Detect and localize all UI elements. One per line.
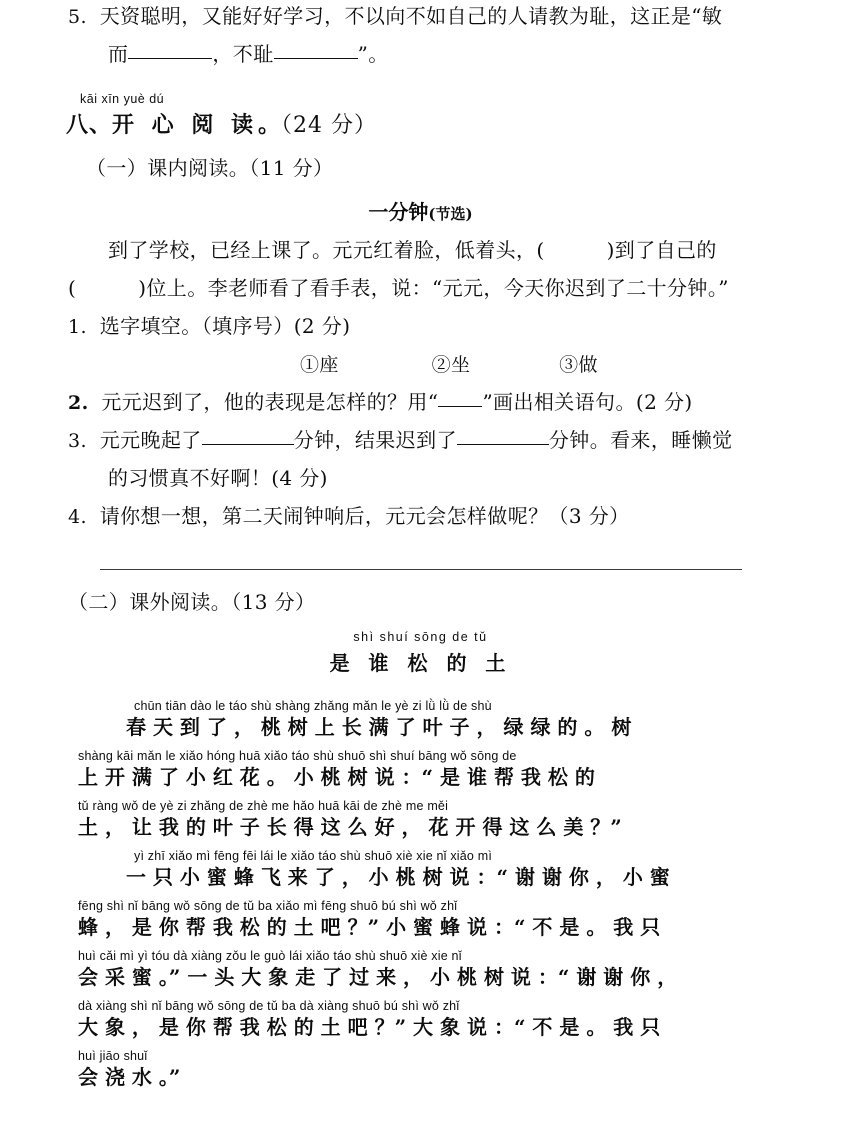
sub-question-1-options bbox=[300, 354, 598, 375]
hanzi-row-1: 春 天 到 了 ， 桃 树 上 长 满 了 叶 子 ， 绿 绿 的 。 树 bbox=[126, 714, 632, 739]
answer-blank-1[interactable] bbox=[128, 58, 212, 59]
pinyin-row-5: fēng shì nǐ bāng wǒ sōng de tǔ ba xiǎo mì fēng shuō bú shì wǒ zhǐ bbox=[78, 899, 458, 913]
sub-question-2-number: 2. bbox=[68, 392, 89, 414]
sub-question-2-text-a: 元元迟到了，他的表现是怎样的？用“ bbox=[101, 390, 439, 414]
part-two-title-block bbox=[0, 630, 841, 676]
answer-blank-4[interactable] bbox=[202, 444, 294, 445]
pinyin-passage-line-2 bbox=[78, 750, 595, 787]
question-5-number: 5. bbox=[68, 6, 87, 28]
pinyin-passage-line-3 bbox=[78, 800, 622, 837]
sub-question-1-text: 选字填空。（填序号）(2 分) bbox=[99, 314, 351, 338]
passage-text-c: ( bbox=[68, 276, 77, 300]
sub-question-2 bbox=[68, 392, 693, 413]
part-one-label: （一）课内阅读。（11 分） bbox=[86, 156, 334, 180]
hanzi-row-3: 土 ， 让 我 的 叶 子 长 得 这 么 好 ， 花 开 得 这 么 美 ？” bbox=[78, 814, 622, 839]
sub-question-3-text-a: 元元晚起了 bbox=[99, 428, 202, 452]
pinyin-row-4: yì zhī xiǎo mì fēng fēi lái le xiǎo táo shù shuō xiè xie nǐ xiǎo mì bbox=[134, 849, 493, 863]
question-5-line-2 bbox=[108, 44, 389, 64]
section-divider bbox=[100, 569, 742, 570]
sub-question-2-text-b: ”画出相关语句。(2 分) bbox=[482, 390, 693, 414]
article-subtitle: (节选) bbox=[428, 205, 473, 223]
pinyin-passage-line-5 bbox=[78, 900, 660, 937]
pinyin-row-2: shàng kāi mǎn le xiǎo hóng huā xiǎo táo shù shuō shì shuí bāng wǒ sōng de bbox=[78, 749, 517, 763]
pinyin-row-1: chūn tiān dào le táo shù shàng zhǎng mǎn le yè zi lǜ lǜ de shù bbox=[134, 699, 492, 713]
question-5-text: 天资聪明，又能好好学习，不以向不如自己的人请教为耻，这正是“敏 bbox=[99, 4, 723, 28]
passage-text-a: 到了学校，已经上课了。元元红着脸，低着头，( bbox=[108, 238, 545, 262]
question-5-text-end: ”。 bbox=[357, 42, 389, 66]
pinyin-passage-line-4 bbox=[78, 850, 670, 887]
option-2[interactable]: ②坐 bbox=[431, 354, 471, 376]
section-8-title-row bbox=[66, 108, 378, 139]
section-8-period: 。 bbox=[258, 112, 282, 138]
sub-question-1 bbox=[68, 316, 350, 337]
hanzi-row-8: 会 浇 水 。” bbox=[78, 1064, 181, 1089]
pinyin-passage-line-6 bbox=[78, 950, 677, 987]
section-8-pinyin: kāi xīn yuè dú bbox=[80, 92, 165, 106]
hanzi-row-6: 会 采 蜜 。” 一 头 大 象 走 了 过 来 ， 小 桃 树 说 ：“ 谢 谢 你 ， bbox=[78, 964, 678, 989]
section-8-points: （24 分） bbox=[281, 113, 378, 138]
part-two-label: （二）课外阅读。（13 分） bbox=[68, 590, 316, 614]
sub-question-1-number: 1. bbox=[68, 316, 87, 338]
passage-text-b: )到了自己的 bbox=[606, 238, 717, 262]
pinyin-passage-line-1 bbox=[78, 700, 631, 737]
pinyin-row-8: huì jiāo shuǐ bbox=[78, 1049, 148, 1063]
sub-question-4-text: 请你想一想，第二天闹钟响后，元元会怎样做呢？（3 分） bbox=[99, 504, 630, 528]
sub-question-3-line-1 bbox=[68, 430, 733, 451]
question-5-text-middle: ，不耻 bbox=[212, 42, 274, 66]
hanzi-row-5: 蜂 ， 是 你 帮 我 松 的 土 吧 ？” 小 蜜 蜂 说 ：“ 不 是 。 我 只 bbox=[78, 914, 661, 939]
passage-line-1 bbox=[108, 240, 717, 260]
sub-question-3-number: 3. bbox=[68, 430, 87, 452]
pinyin-passage-line-8 bbox=[78, 1050, 180, 1087]
sub-question-3-text-c: 分钟。看来，睡懒觉 bbox=[548, 428, 733, 452]
section-8-title: 开 心 阅 读 bbox=[112, 112, 258, 138]
article-title: 一分钟 bbox=[368, 200, 429, 224]
option-1[interactable]: ①座 bbox=[300, 354, 339, 376]
part-two-title-pinyin: shì shuí sōng de tǔ bbox=[353, 630, 488, 644]
sub-question-4-number: 4. bbox=[68, 506, 87, 528]
pinyin-row-3: tǔ ràng wǒ de yè zi zhǎng de zhè me hǎo huā kāi de zhè me měi bbox=[78, 799, 449, 813]
option-3[interactable]: ③做 bbox=[559, 354, 598, 376]
hanzi-row-4: 一 只 小 蜜 蜂 飞 来 了 ， 小 桃 树 说 ：“ 谢 谢 你 ， 小 蜜 bbox=[126, 864, 670, 889]
pinyin-row-7: dà xiàng shì nǐ bāng wǒ sōng de tǔ ba dà xiàng shuō bú shì wǒ zhǐ bbox=[78, 999, 460, 1013]
question-5-line-1 bbox=[68, 6, 722, 27]
pinyin-passage-line-7 bbox=[78, 1000, 660, 1037]
pinyin-row-6: huì cǎi mì yì tóu dà xiàng zǒu le guò lái xiǎo táo shù shuō xiè xie nǐ bbox=[78, 949, 462, 963]
answer-blank-3[interactable] bbox=[438, 406, 482, 407]
section-8-heading bbox=[66, 92, 378, 139]
article-title-row bbox=[0, 196, 841, 225]
sub-question-3-line-2: 的习惯真不好啊！(4 分) bbox=[108, 466, 328, 490]
answer-blank-5[interactable] bbox=[457, 444, 549, 445]
section-8-index: 八、 bbox=[66, 112, 113, 138]
part-two-title: 是 谁 松 的 土 bbox=[329, 651, 512, 675]
passage-text-d: )位上。李老师看了看手表，说：“元元，今天你迟到了二十分钟。” bbox=[138, 276, 729, 300]
question-5-text-before-blank: 而 bbox=[108, 42, 129, 66]
sub-question-4 bbox=[68, 506, 630, 527]
hanzi-row-2: 上 开 满 了 小 红 花 。 小 桃 树 说 ：“ 是 谁 帮 我 松 的 bbox=[78, 764, 595, 789]
hanzi-row-7: 大 象 ， 是 你 帮 我 松 的 土 吧 ？” 大 象 说 ：“ 不 是 。 我 只 bbox=[78, 1014, 661, 1039]
sub-question-3-text-b: 分钟，结果迟到了 bbox=[293, 428, 457, 452]
passage-line-2 bbox=[68, 278, 729, 298]
answer-blank-2[interactable] bbox=[274, 58, 358, 59]
